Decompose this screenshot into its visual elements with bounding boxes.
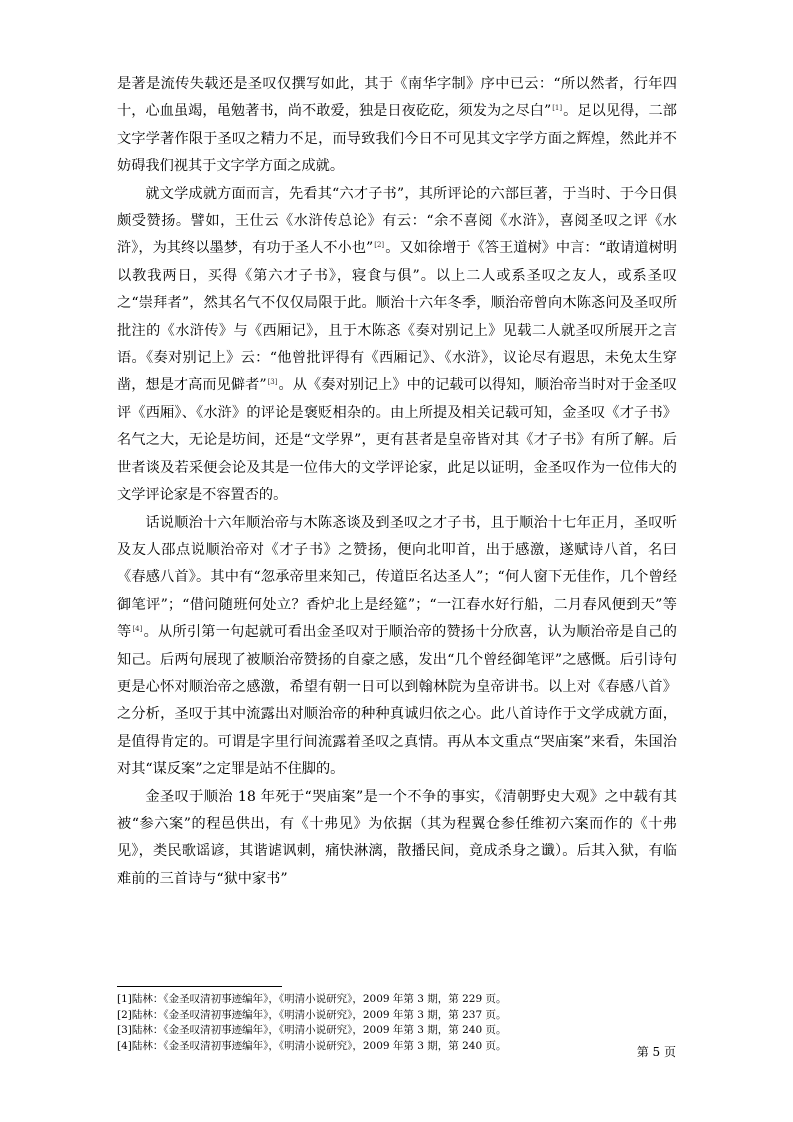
footnote-4: [4]陆林：《金圣叹清初事迹编年》，《明清小说研究》，2009 年第 3 期，第 240 页。 xyxy=(117,1039,507,1052)
footnote-divider xyxy=(117,986,282,987)
paragraph-3: 话说顺治十六年顺治帝与木陈忞谈及到圣叹之才子书，且于顺治十七年正月，圣叹听及友人邵点说顺治帝对《才子书》之赞扬，便向北叩首，出于感激，遂赋诗八首，名曰《春感八首》。其中有“忽承帝里来知己，传道臣名达圣人”；“何人窗下无佳作，几个曾经御笔评”；“借问随班何处立？香炉北上是经筵”；“一江春水好行船，二月春风便到天”等等[4]。从所引第一句起就可看出金圣叹对于顺治帝的赞扬十分欣喜，认为顺治帝是自己的知己。后两句展现了被顺治帝赞扬的自豪之感，发出“几个曾经御笔评”之感慨。后引诗句更是心怀对顺治帝之感激，希望有朝一日可以到翰林院为皇帝讲书。以上对《春感八首》之分析，圣叹于其中流露出对顺治帝的种种真诚归依之心。此八首诗作于文学成就方面，是值得肯定的。可谓是字里行间流露着圣叹之真情。再从本文重点“哭庙案”来看，朱国治对其“谋反案”之定罪是站不住脚的。 xyxy=(117,514,677,778)
footnote-ref-3[interactable]: [3] xyxy=(267,378,278,387)
paragraph-2: 就文学成就方面而言，先看其“六才子书”，其所评论的六部巨著，于当时、于今日俱颇受赞扬。譬如，王仕云《水浒传总论》有云：“余不喜阅《水浒》，喜阅圣叹之评《水浒》，为其终以墨梦，有功于圣人不小也”[2]。又如徐增于《答王道树》中言：“敢请道树明以教我两日，买得《第六才子书》，寝食与俱”。以上二人或系圣叹之友人，或系圣叹之“崇拜者”，然其名气不仅仅局限于此。顺治十六年冬季，顺治帝曾向木陈忞问及圣叹所批注的《水浒传》与《西厢记》，且于木陈忞《奏对别记上》见载二人就圣叹所展开之言语。《奏对别记上》云：“他曾批评得有《西厢记》、《水浒》，议论尽有遐思，未免太生穿凿，想是才高而见僻者”[3]。从《奏对别记上》中的记载可以得知，顺治帝当时对于金圣叹评《西厢》、《水浒》的评论是褒贬相杂的。由上所提及相关记载可知，金圣叹《才子书》名气之大，无论是坊间，还是“文学界”，更有甚者是皇帝皆对其《才子书》有所了解。后世者谈及若采便会论及其是一位伟大的文学评论家，此足以证明，金圣叹作为一位伟大的文学评论家是不容置否的。 xyxy=(117,185,678,504)
paragraph-4: 金圣叹于顺治 18 年死于“哭庙案”是一个不争的事实，《清朝野史大观》之中载有其被“参六案”的程邑供出，有《十弗见》为依据（其为程翼仓参任维初六案而作的《十弗见》，类民歌谣谚，其谐谑讽刺，痛快淋漓，散播民间，竟成杀身之谶）。后其入狱，有临难前的三首诗与“狱中家书” xyxy=(117,788,677,887)
footnote-ref-4[interactable]: [4] xyxy=(132,625,143,634)
body-text xyxy=(117,71,677,893)
footnote-1: [1]陆林：《金圣叹清初事迹编年》，《明清小说研究》，2009 年第 3 期，第 229 页。 xyxy=(117,993,507,1005)
footnote-2: [2]陆林：《金圣叹清初事迹编年》，《明清小说研究》，2009 年第 3 期，第 237 页。 xyxy=(117,1008,507,1021)
footnote-ref-2[interactable]: [2] xyxy=(374,241,385,250)
footnote-3: [3]陆林：《金圣叹清初事迹编年》，《明清小说研究》，2009 年第 3 期，第 240 页。 xyxy=(117,1024,507,1037)
footnote-ref-1[interactable]: [1] xyxy=(552,104,563,113)
footnotes xyxy=(117,992,677,1054)
paragraph-1: 是著是流传失载还是圣叹仅撰写如此，其于《南华字制》序中已云：“所以然者，行年四十，心血虽竭，黾勉著书，尚不敢爱，独是日夜矻矻，须发为之尽白”[1]。足以见得，二部文字学著作限于圣叹之精力不足，而导致我们今日不可见其文字学方面之辉煌，然此并不妨碍我们视其于文字学方面之成就。 xyxy=(117,76,677,175)
page-number: 第 5 页 xyxy=(636,1045,676,1059)
